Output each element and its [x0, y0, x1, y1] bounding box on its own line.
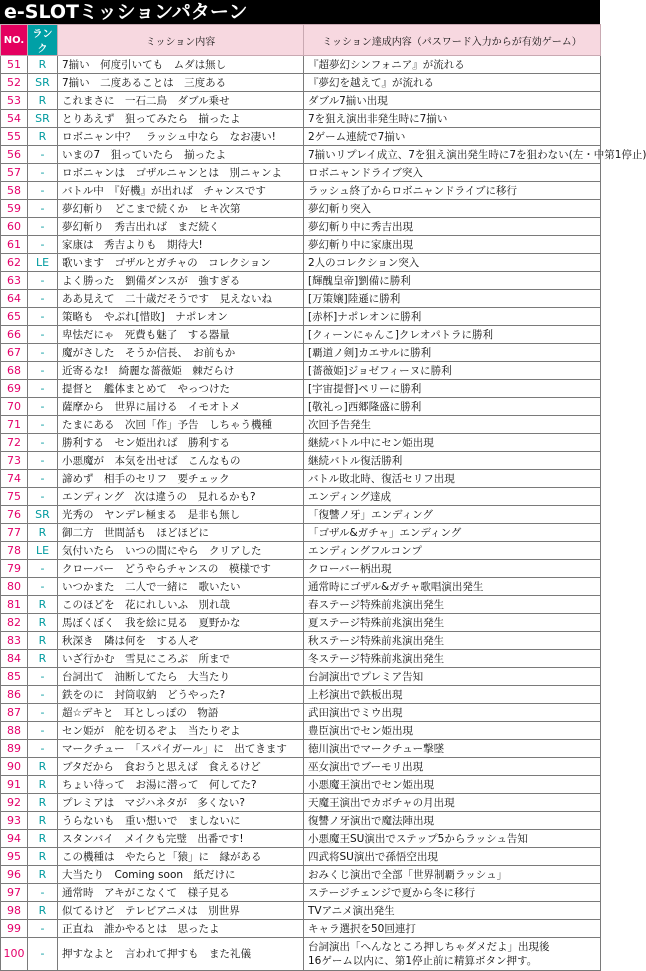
- mission-content: プレミアは マジハネタが 多くない?: [58, 794, 304, 812]
- mission-number: 93: [1, 812, 28, 830]
- mission-condition: ダブル7揃い出現: [304, 92, 601, 110]
- mission-number: 81: [1, 596, 28, 614]
- table-row: [1, 434, 601, 452]
- table-row: [1, 182, 601, 200]
- mission-number: 68: [1, 362, 28, 380]
- mission-rank: R: [28, 902, 58, 920]
- mission-content: 薩摩から 世界に届ける イモオトメ: [58, 398, 304, 416]
- mission-number: 82: [1, 614, 28, 632]
- mission-condition: バトル敗北時、復活セリフ出現: [304, 470, 601, 488]
- mission-number: 71: [1, 416, 28, 434]
- mission-condition: 小悪魔王SU演出でステップ5からラッシュ告知: [304, 830, 601, 848]
- mission-rank: -: [28, 434, 58, 452]
- mission-condition: 天魔王演出でカボチャの月出現: [304, 794, 601, 812]
- table-row: [1, 290, 601, 308]
- mission-rank: -: [28, 344, 58, 362]
- mission-rank: -: [28, 722, 58, 740]
- mission-number: 63: [1, 272, 28, 290]
- mission-number: 53: [1, 92, 28, 110]
- table-row: [1, 722, 601, 740]
- mission-number: 64: [1, 290, 28, 308]
- header-no: NO.: [1, 25, 28, 56]
- mission-content: 御二方 世間話も ほどほどに: [58, 524, 304, 542]
- mission-rank: -: [28, 740, 58, 758]
- mission-condition: [クィーンにゃんこ]クレオパトラに勝利: [304, 326, 601, 344]
- table-row: [1, 488, 601, 506]
- mission-condition: 「ゴザル&ガチャ」エンディング: [304, 524, 601, 542]
- mission-number: 90: [1, 758, 28, 776]
- mission-number: 65: [1, 308, 28, 326]
- table-row: [1, 686, 601, 704]
- mission-content: 似てるけど テレビアニメは 別世界: [58, 902, 304, 920]
- mission-rank: R: [28, 776, 58, 794]
- mission-number: 87: [1, 704, 28, 722]
- mission-content: 諦めず 相手のセリフ 要チェック: [58, 470, 304, 488]
- mission-content: ブタだから 食おうと思えば 食えるけど: [58, 758, 304, 776]
- mission-rank: -: [28, 884, 58, 902]
- mission-rank: R: [28, 758, 58, 776]
- table-row: [1, 344, 601, 362]
- mission-content: 気付いたら いつの間にやら クリアした: [58, 542, 304, 560]
- mission-rank: -: [28, 146, 58, 164]
- mission-rank: -: [28, 326, 58, 344]
- mission-number: 77: [1, 524, 28, 542]
- mission-condition: [覇道ノ剣]カエサルに勝利: [304, 344, 601, 362]
- mission-rank: -: [28, 668, 58, 686]
- mission-condition: 夢幻斬り中に家康出現: [304, 236, 601, 254]
- mission-content: 夢幻斬り どこまで続くか ヒキ次第: [58, 200, 304, 218]
- mission-condition: おみくじ演出で全部「世界制覇ラッシュ」: [304, 866, 601, 884]
- table-row: [1, 380, 601, 398]
- mission-content: 提督と 艦体まとめて やっつけた: [58, 380, 304, 398]
- mission-number: 89: [1, 740, 28, 758]
- table-row: [1, 902, 601, 920]
- mission-number: 84: [1, 650, 28, 668]
- mission-number: 56: [1, 146, 28, 164]
- mission-number: 97: [1, 884, 28, 902]
- mission-number: 94: [1, 830, 28, 848]
- mission-condition: 継続バトル中にセン姫出現: [304, 434, 601, 452]
- mission-rank: -: [28, 488, 58, 506]
- table-row: [1, 524, 601, 542]
- table-row: [1, 866, 601, 884]
- table-row: [1, 938, 601, 971]
- mission-condition: エンディングフルコンプ: [304, 542, 601, 560]
- mission-content: よく勝った 劉備ダンスが 強すぎる: [58, 272, 304, 290]
- table-row: [1, 596, 601, 614]
- mission-rank: SR: [28, 74, 58, 92]
- mission-condition: [敬礼っ]西郷隆盛に勝利: [304, 398, 601, 416]
- mission-condition: [宇宙提督]ペリーに勝利: [304, 380, 601, 398]
- mission-content: 卑怯だにゃ 死費も魅了 する器量: [58, 326, 304, 344]
- mission-number: 57: [1, 164, 28, 182]
- table-row: [1, 812, 601, 830]
- mission-number: 51: [1, 56, 28, 74]
- table-row: [1, 776, 601, 794]
- mission-number: 95: [1, 848, 28, 866]
- mission-number: 86: [1, 686, 28, 704]
- mission-rank: -: [28, 182, 58, 200]
- mission-condition: 夢幻斬り突入: [304, 200, 601, 218]
- mission-content: エンディング 次は違うの 見れるかも?: [58, 488, 304, 506]
- mission-rank: LE: [28, 254, 58, 272]
- mission-content: 押すなよと 言われて押すも また礼儀: [58, 938, 304, 971]
- mission-content: たまにある 次回「作」予告 しちゃう機種: [58, 416, 304, 434]
- mission-content: ロボニャン中？ ラッシュ中なら なお凄い!: [58, 128, 304, 146]
- mission-number: 83: [1, 632, 28, 650]
- table-row: [1, 398, 601, 416]
- mission-content: スタンバイ メイクも完璧 出番です!: [58, 830, 304, 848]
- mission-content: 台詞出て 油断してたら 大当たり: [58, 668, 304, 686]
- mission-condition: 武田演出でミウ出現: [304, 704, 601, 722]
- header-content: ミッション内容: [58, 25, 304, 56]
- mission-content: 家康は 秀吉よりも 期待大!: [58, 236, 304, 254]
- mission-number: 66: [1, 326, 28, 344]
- mission-content: 鉄をのに 封筒収納 どうやった?: [58, 686, 304, 704]
- mission-condition: ラッシュ終了からロボニャンドライブに移行: [304, 182, 601, 200]
- mission-condition: 豊臣演出でセン姫出現: [304, 722, 601, 740]
- table-row: [1, 560, 601, 578]
- table-row: [1, 920, 601, 938]
- mission-number: 80: [1, 578, 28, 596]
- mission-condition: 『超夢幻シンフォニア』が流れる: [304, 56, 601, 74]
- mission-rank: R: [28, 632, 58, 650]
- mission-content: クローバー どうやらチャンスの 模様です: [58, 560, 304, 578]
- mission-condition: 2人のコレクション突入: [304, 254, 601, 272]
- mission-condition: 巫女演出でブーモリ出現: [304, 758, 601, 776]
- mission-rank: -: [28, 380, 58, 398]
- mission-content: 光秀の ヤンデレ極まる 是非も無し: [58, 506, 304, 524]
- mission-rank: R: [28, 830, 58, 848]
- mission-rank: -: [28, 272, 58, 290]
- table-body: [1, 56, 646, 971]
- mission-number: 92: [1, 794, 28, 812]
- mission-condition: [薔薇姫]ジョゼフィーヌに勝利: [304, 362, 601, 380]
- mission-rank: SR: [28, 110, 58, 128]
- mission-number: 58: [1, 182, 28, 200]
- table-row: [1, 848, 601, 866]
- mission-content: ちょい待って お湯に潜って 何してた?: [58, 776, 304, 794]
- mission-condition: 2ゲーム連続で7揃い: [304, 128, 601, 146]
- mission-condition-line: 台詞演出「へんなところ押しちゃダメだよ」出現後: [308, 941, 550, 953]
- mission-number: 74: [1, 470, 28, 488]
- mission-rank: -: [28, 200, 58, 218]
- table-row: [1, 416, 601, 434]
- mission-content: 超☆デキと 耳としっぽの 物語: [58, 704, 304, 722]
- table-row: [1, 506, 601, 524]
- mission-number: 62: [1, 254, 28, 272]
- mission-content: 勝利する セン姫出れば 勝利する: [58, 434, 304, 452]
- table-row: [1, 56, 601, 74]
- mission-content: マークチュー 「スパイガール」に 出てきます: [58, 740, 304, 758]
- mission-content: このほどを 花にれしいふ 別れ哉: [58, 596, 304, 614]
- table-row: [1, 758, 601, 776]
- mission-rank: -: [28, 218, 58, 236]
- mission-rank: -: [28, 164, 58, 182]
- mission-number: 75: [1, 488, 28, 506]
- mission-rank: -: [28, 308, 58, 326]
- mission-number: 67: [1, 344, 28, 362]
- mission-content: 秋深き 隣は何を する人ぞ: [58, 632, 304, 650]
- mission-rank: R: [28, 92, 58, 110]
- mission-number: 69: [1, 380, 28, 398]
- mission-condition: 『夢幻を越えて』が流れる: [304, 74, 601, 92]
- mission-content: 歌います ゴザルとガチャの コレクション: [58, 254, 304, 272]
- mission-rank: -: [28, 920, 58, 938]
- mission-number: 79: [1, 560, 28, 578]
- mission-content: バトル中 『好機』が出れば チャンスです: [58, 182, 304, 200]
- mission-condition: [輝醜皇帝]劉備に勝利: [304, 272, 601, 290]
- mission-rank: -: [28, 686, 58, 704]
- header-condition: ミッション達成内容（パスワード入力からが有効ゲーム）: [304, 25, 601, 56]
- mission-number: 55: [1, 128, 28, 146]
- mission-rank: -: [28, 560, 58, 578]
- table-row: [1, 200, 601, 218]
- mission-content: 7揃い 何度引いても ムダは無し: [58, 56, 304, 74]
- table-row: [1, 884, 601, 902]
- mission-rank: R: [28, 614, 58, 632]
- mission-number: 100: [1, 938, 28, 971]
- mission-rank: -: [28, 362, 58, 380]
- table-row: [1, 218, 601, 236]
- mission-condition: 通常時にゴザル&ガチャ歌唱演出発生: [304, 578, 601, 596]
- mission-table: [0, 24, 646, 971]
- mission-rank: R: [28, 794, 58, 812]
- table-row: [1, 164, 601, 182]
- table-header-row: [1, 25, 601, 56]
- mission-rank: R: [28, 812, 58, 830]
- mission-number: 78: [1, 542, 28, 560]
- mission-content: 魔がさした そうか信長、 お前もか: [58, 344, 304, 362]
- mission-rank: -: [28, 578, 58, 596]
- mission-rank: -: [28, 704, 58, 722]
- mission-condition: 徳川演出でマークチュー撃墜: [304, 740, 601, 758]
- table-row: [1, 272, 601, 290]
- mission-rank: R: [28, 596, 58, 614]
- table-row: [1, 308, 601, 326]
- mission-number: 70: [1, 398, 28, 416]
- mission-condition: ステージチェンジで夏から冬に移行: [304, 884, 601, 902]
- mission-content: 大当たり Coming soon 紙だけに: [58, 866, 304, 884]
- mission-condition: 冬ステージ特殊前兆演出発生: [304, 650, 601, 668]
- mission-number: 76: [1, 506, 28, 524]
- mission-rank: -: [28, 290, 58, 308]
- mission-condition: 7を狙え演出非発生時に7揃い: [304, 110, 601, 128]
- mission-rank: -: [28, 452, 58, 470]
- mission-condition: 7揃いリプレイ成立、7を狙え演出発生時に7を狙わない(左・中第1停止): [304, 146, 601, 164]
- mission-content: うらないも 重い想いで ましないに: [58, 812, 304, 830]
- mission-condition: [万策嬢]陸遜に勝利: [304, 290, 601, 308]
- mission-condition: 夢幻斬り中に秀吉出現: [304, 218, 601, 236]
- table-row: [1, 74, 601, 92]
- mission-content: 近寄るな! 綺麗な薔薇姫 棘だらけ: [58, 362, 304, 380]
- table-row: [1, 614, 601, 632]
- table-row: [1, 794, 601, 812]
- mission-content: 小悪魔が 本気を出せば こんなもの: [58, 452, 304, 470]
- table-row: [1, 632, 601, 650]
- table-row: [1, 326, 601, 344]
- table-row: [1, 668, 601, 686]
- mission-number: 54: [1, 110, 28, 128]
- mission-number: 88: [1, 722, 28, 740]
- mission-condition: 四武将SU演出で孫悟空出現: [304, 848, 601, 866]
- table-row: [1, 362, 601, 380]
- mission-condition: 秋ステージ特殊前兆演出発生: [304, 632, 601, 650]
- mission-rank: SR: [28, 506, 58, 524]
- mission-content: ああ見えて 二十歳だそうです 見えないね: [58, 290, 304, 308]
- mission-number: 60: [1, 218, 28, 236]
- table-row: [1, 830, 601, 848]
- table-row: [1, 146, 601, 164]
- mission-rank: R: [28, 56, 58, 74]
- mission-content: いまの7 狙っていたら 揃ったよ: [58, 146, 304, 164]
- header-rank: ランク: [28, 25, 58, 56]
- mission-content: ロボニャンは ゴザルニャンとは 別ニャンよ: [58, 164, 304, 182]
- mission-condition: 次回予告発生: [304, 416, 601, 434]
- table-row: [1, 578, 601, 596]
- mission-condition-line: 16ゲーム以内に、第1停止前に精算ボタン押す。: [308, 955, 538, 967]
- mission-condition: 復讐ノ牙演出で魔法陣出現: [304, 812, 601, 830]
- table-row: [1, 128, 601, 146]
- table-row: [1, 254, 601, 272]
- table-row: [1, 740, 601, 758]
- mission-content: 夢幻斬り 秀吉出れば まだ続く: [58, 218, 304, 236]
- mission-condition: キャラ選択を50回連打: [304, 920, 601, 938]
- mission-number: 99: [1, 920, 28, 938]
- mission-content: 通常時 アキがこなくて 様子見る: [58, 884, 304, 902]
- mission-content: いつかまた 二人で一緒に 歌いたい: [58, 578, 304, 596]
- mission-rank: R: [28, 128, 58, 146]
- mission-condition: クローバー柄出現: [304, 560, 601, 578]
- mission-content: 正直ね 誰かやるとは 思ったよ: [58, 920, 304, 938]
- table-row: [1, 452, 601, 470]
- mission-condition: 継続バトル復活勝利: [304, 452, 601, 470]
- mission-rank: LE: [28, 542, 58, 560]
- table-row: [1, 92, 601, 110]
- table-row: [1, 236, 601, 254]
- table-row: [1, 470, 601, 488]
- mission-number: 59: [1, 200, 28, 218]
- mission-content: この機種は やたらと「猿」に 縁がある: [58, 848, 304, 866]
- mission-number: 85: [1, 668, 28, 686]
- mission-condition: 上杉演出で鉄板出現: [304, 686, 601, 704]
- mission-number: 91: [1, 776, 28, 794]
- mission-condition: 夏ステージ特殊前兆演出発生: [304, 614, 601, 632]
- table-row: [1, 110, 601, 128]
- mission-rank: -: [28, 416, 58, 434]
- mission-condition: [赤杯]ナポレオンに勝利: [304, 308, 601, 326]
- mission-rank: -: [28, 236, 58, 254]
- mission-number: 98: [1, 902, 28, 920]
- mission-content: これまさに 一石二鳥 ダブル乗せ: [58, 92, 304, 110]
- mission-number: 72: [1, 434, 28, 452]
- mission-content: とりあえず 狙ってみたら 揃ったよ: [58, 110, 304, 128]
- page-title: e-SLOTミッションパターン: [0, 0, 600, 24]
- mission-condition: 春ステージ特殊前兆演出発生: [304, 596, 601, 614]
- mission-number: 96: [1, 866, 28, 884]
- mission-condition: エンディング達成: [304, 488, 601, 506]
- mission-condition: 台詞演出でプレミア告知: [304, 668, 601, 686]
- mission-rank: -: [28, 938, 58, 971]
- mission-rank: R: [28, 866, 58, 884]
- mission-condition: [304, 938, 601, 971]
- mission-content: セン姫が 舵を切るぞよ 当たりぞよ: [58, 722, 304, 740]
- table-row: [1, 704, 601, 722]
- mission-condition: TVアニメ演出発生: [304, 902, 601, 920]
- mission-content: いざ行かむ 雪見にころぶ 所まで: [58, 650, 304, 668]
- mission-number: 52: [1, 74, 28, 92]
- table-row: [1, 542, 601, 560]
- mission-content: 策略も やぶれ[惜敗] ナポレオン: [58, 308, 304, 326]
- mission-condition: ロボニャンドライブ突入: [304, 164, 601, 182]
- table-row: [1, 650, 601, 668]
- mission-rank: R: [28, 650, 58, 668]
- mission-rank: R: [28, 524, 58, 542]
- mission-number: 73: [1, 452, 28, 470]
- mission-condition: 小悪魔王演出でセン姫出現: [304, 776, 601, 794]
- mission-content: 7揃い 二度あることは 三度ある: [58, 74, 304, 92]
- mission-rank: R: [28, 848, 58, 866]
- mission-content: 馬ぼくぼく 我を絵に見る 夏野かな: [58, 614, 304, 632]
- mission-number: 61: [1, 236, 28, 254]
- mission-rank: -: [28, 470, 58, 488]
- mission-rank: -: [28, 398, 58, 416]
- mission-condition: 「復讐ノ牙」エンディング: [304, 506, 601, 524]
